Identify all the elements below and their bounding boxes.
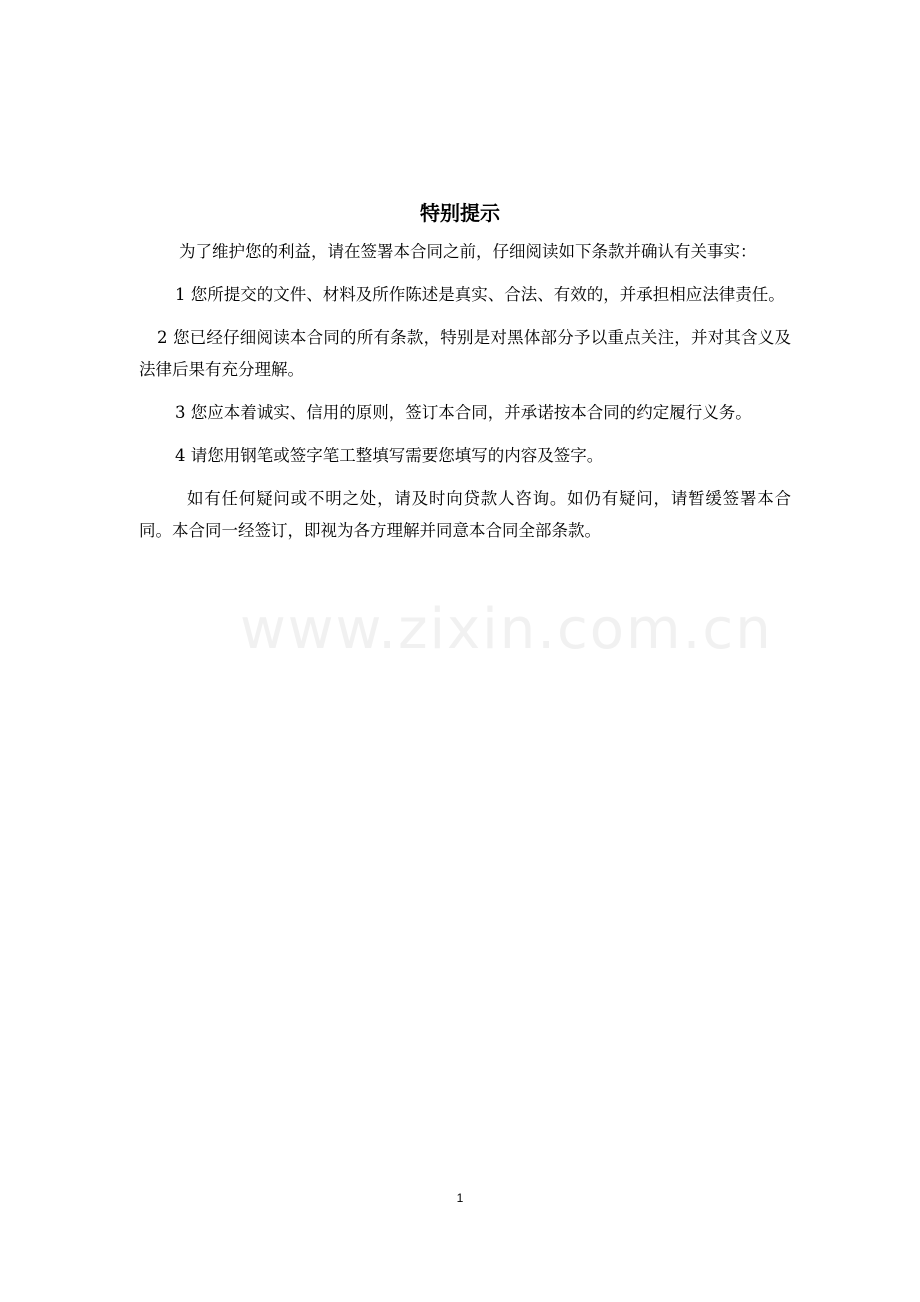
clause-2: 2 您已经仔细阅读本合同的所有条款，特别是对黑体部分予以重点关注，并对其含义及法律后果有充分理解。 <box>139 328 791 379</box>
watermark: www.zixin.com.cn <box>240 597 773 662</box>
page-title: 特别提示 <box>420 201 500 225</box>
clause-4: 4 请您用钢笔或签字笔工整填写需要您填写的内容及签字。 <box>175 446 604 465</box>
closing-paragraph: 如有任何疑问或不明之处，请及时向贷款人咨询。如仍有疑问，请暂缓签署本合同。本合同一经签订，即视为各方理解并同意本合同全部条款。 <box>139 489 791 540</box>
intro-paragraph: 为了维护您的利益，请在签署本合同之前，仔细阅读如下条款并确认有关事实： <box>179 242 757 261</box>
clause-1: 1 您所提交的文件、材料及所作陈述是真实、合法、有效的，并承担相应法律责任。 <box>175 285 785 304</box>
page-number: 1 <box>456 1191 464 1205</box>
clause-3: 3 您应本着诚实、信用的原则，签订本合同，并承诺按本合同的约定履行义务。 <box>175 403 752 422</box>
document-body <box>139 236 791 558</box>
